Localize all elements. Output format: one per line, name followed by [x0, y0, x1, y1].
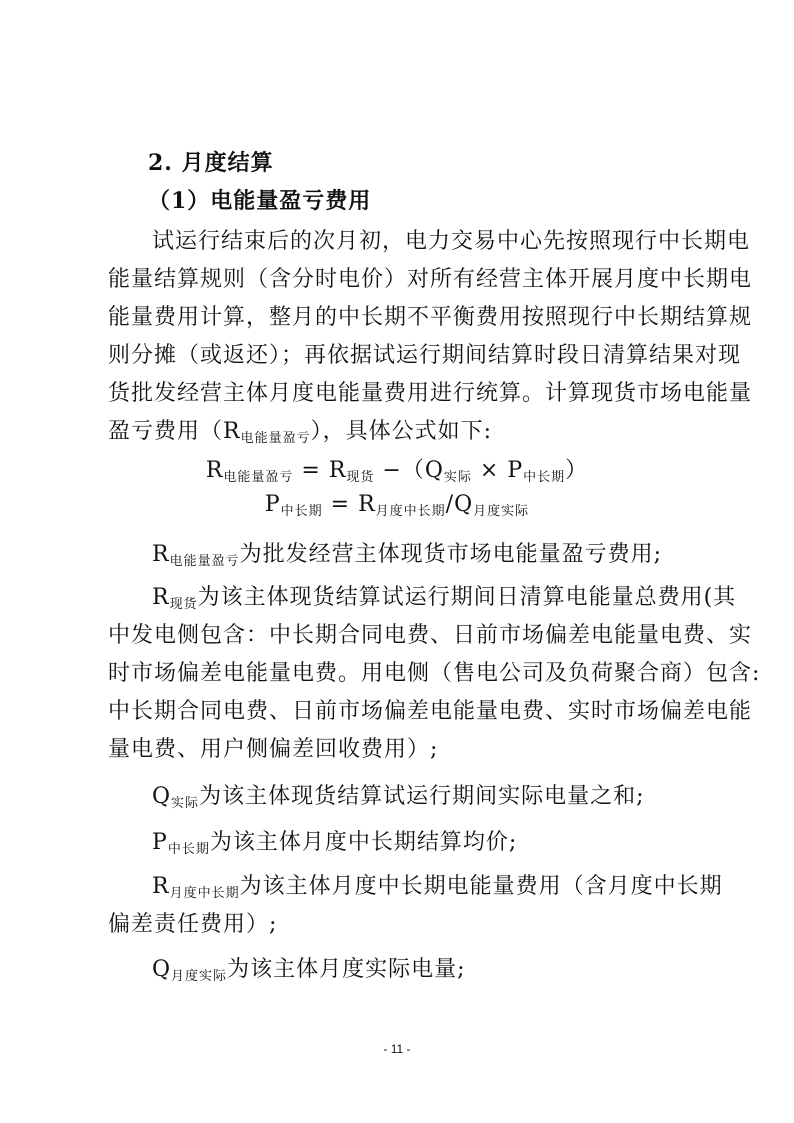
definition-q-monthly: $Q_{月度实际}$为该主体月度实际电量; — [152, 957, 466, 984]
definition-r-profit-loss: $R_{电能量盈亏}$为批发经营主体现货市场电能量盈亏费用; — [152, 542, 663, 569]
definition-r-monthly: $R_{月度中长期}$为该主体月度中长期电能量费用（含月度中长期 — [152, 874, 723, 901]
paragraph-line: 量电费、用户侧偏差回收费用）; — [108, 737, 439, 762]
paragraph-line: 中长期合同电费、日前市场偏差电能量电费、实时市场偏差电能 — [108, 699, 753, 724]
paragraph-line: 盈亏费用$(R_{电能量盈亏})$，具体公式如下: — [108, 419, 493, 446]
paragraph-line: 能量结算规则（含分时电价）对所有经营主体开展月度中长期电 — [108, 267, 753, 292]
paragraph-line: 偏差责任费用）; — [108, 912, 278, 937]
page-number: - 11 - — [383, 1042, 411, 1056]
paragraph-line: 试运行结束后的次月初，电力交易中心先按照现行中长期电 — [152, 229, 751, 254]
paragraph-line: 时市场偏差电能量电费。用电侧（售电公司及负荷聚合商）包含: — [108, 661, 761, 686]
paragraph-line: 中发电侧包含：中长期合同电费、日前市场偏差电能量电费、实 — [108, 623, 753, 648]
subsection-heading: （1）电能量盈亏费用 — [148, 188, 372, 214]
paragraph-line: 则分摊（或返还）；再依据试运行期间结算时段日清算结果对现 — [108, 343, 742, 368]
formula-average-price: $P_{中长期} = R_{月度中长期}/Q_{月度实际}$ — [264, 492, 530, 519]
definition-q-actual: $Q_{实际}$为该主体现货结算试运行期间实际电量之和; — [152, 784, 645, 811]
paragraph-line: 能量费用计算，整月的中长期不平衡费用按照现行中长期结算规 — [108, 305, 753, 330]
formula-profit-loss: $R_{电能量盈亏} = R_{现货} -(Q_{实际} \times P_{中长期})$ — [205, 458, 589, 485]
section-heading: 2. 月度结算 — [148, 150, 274, 176]
paragraph-line: 货批发经营主体月度电能量费用进行统算。计算现货市场电能量 — [108, 381, 753, 406]
definition-r-spot: $R_{现货}$为该主体现货结算试运行期间日清算电能量总费用(其 — [152, 585, 737, 612]
definition-p-long-term: $P_{中长期}$为该主体月度中长期结算均价; — [152, 830, 518, 857]
